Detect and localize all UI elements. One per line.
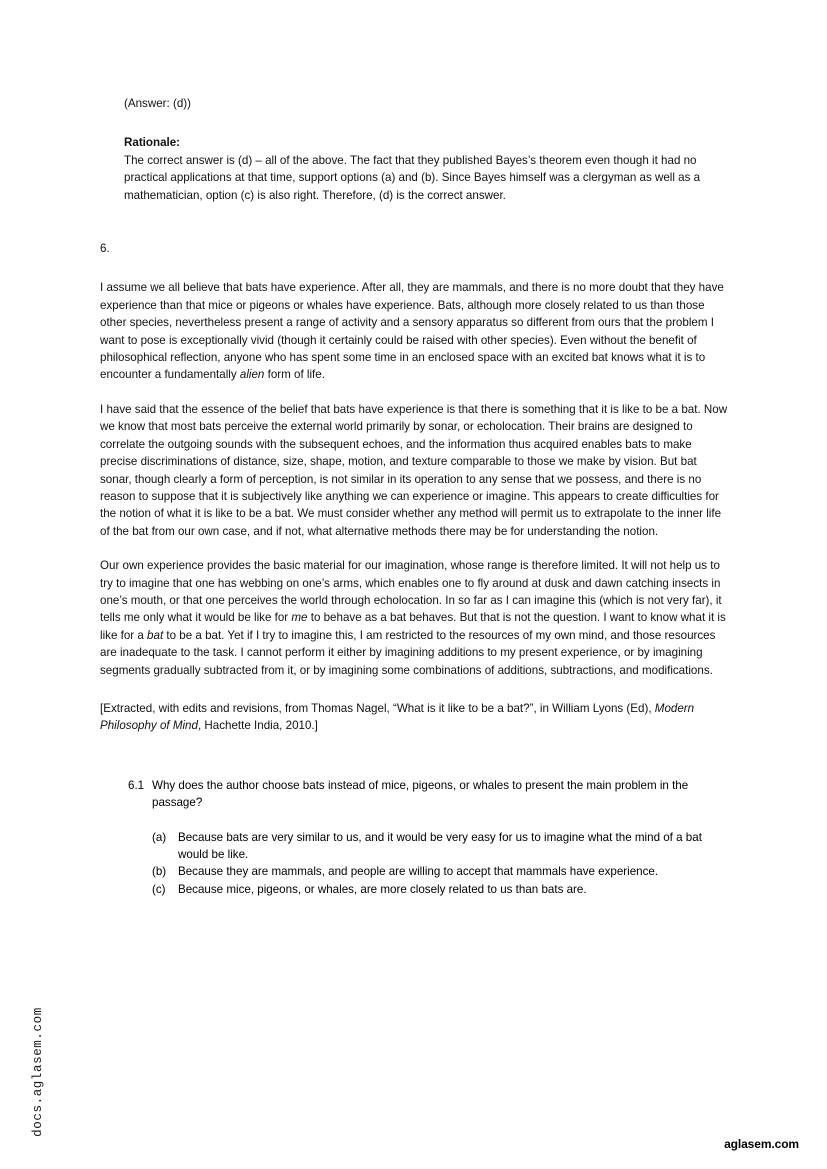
option-label-a: (a) (152, 830, 167, 844)
citation-text-a: [Extracted, with edits and revisions, from Thomas Nagel, “What is it like to be a bat?”, in William Lyons (Ed), (100, 701, 655, 715)
option-text-a: Because bats are very similar to us, and it would be very easy for us to imagine what the mind of a bat would be like. (178, 830, 702, 861)
passage-p1-text-b: form of life. (264, 368, 325, 382)
passage-p3-italic-me: me (291, 611, 308, 625)
question-options (152, 829, 728, 899)
citation-book-title: Modern Philosophy of Mind (100, 701, 695, 733)
passage-paragraph-1 (100, 279, 728, 383)
passage-paragraph-2: I have said that the essence of the belief that bats have experience is that there is something that it is like to be a bat. Now we know that most bats perceive the external world primarily by sonar, or echolocation. Their brains are designed to correlate the outgoing sounds with the subsequent echoes, and the information thus acquired enables bats to make precise discriminations of distance, size, shape, motion, and texture comparable to those we make by vision. But bat sonar, though clearly a form of perception, is not similar in its operation to any sense that we possess, and there is no reason to suppose that it is subjectively like anything we can experience or imagine. This appears to create difficulties for the notion of what it is like to be a bat. We must consider whether any method will permit us to extrapolate to the inner life of the bat from our own case, and if not, what alternative methods there may be for understanding the notion. (100, 402, 728, 538)
passage-p3-text-b: to behave as a bat behaves. But that is not the question. I want to know what it is like for a (100, 611, 726, 642)
question-row (128, 777, 728, 812)
passage-p3-text-a: Our own experience provides the basic material for our imagination, whose range is therefore limited. It will not help us to try to imagine that one has webbing on one’s arms, which enables one to fly around at dusk and dawn catching insects in one’s mouth, or that one perceives the world through echolocation. In so far as I can imagine this (which is not very far), it tells me only what it would be like for (100, 559, 722, 625)
question-number: 6. (100, 242, 110, 256)
footer-brand: aglasem.com (724, 1137, 799, 1151)
option-label-b: (b) (152, 865, 167, 879)
option-item-c[interactable] (152, 881, 728, 898)
question-label: 6.1 (128, 778, 145, 792)
passage-p1-text-a: I assume we all believe that bats have experience. After all, they are mammals, and there is no more doubt that they have experience than that mice or pigeons or whales have experience. Bats, although more closely related to us than those other species, nevertheless present a range of activity and a sensory apparatus so different from ours that the problem I want to pose is exceptionally vivid (though it certainly could be raised with other species). Even without the benefit of philosophical reflection, anyone who has spent some time in an enclosed space with an excited bat knows what it is to encounter a fundamentally (100, 281, 724, 382)
rationale-heading: Rationale: (124, 136, 181, 150)
passage-p3-text-c: to be a bat. Yet if I try to imagine this, I am restricted to the resources of my own mind, and those resources are inadequate to the task. I cannot perform it either by imagining additions to my present experience, or by imagining segments gradually subtracted from it, or by imagining some combinations of additions, subtractions, and modifications. (100, 628, 716, 677)
option-item-a[interactable] (152, 829, 728, 864)
answer-line: (Answer: (d)) (124, 97, 191, 110)
side-watermark-text: docs.aglasem.com (31, 1007, 45, 1137)
source-citation (100, 700, 728, 735)
passage-p1-italic: alien (239, 368, 265, 382)
option-item-b[interactable] (152, 863, 728, 880)
passage-paragraph-3 (100, 557, 728, 679)
option-text-b: Because they are mammals, and people are willing to accept that mammals have experience. (178, 865, 659, 879)
option-label-c: (c) (152, 882, 166, 896)
option-text-c: Because mice, pigeons, or whales, are more closely related to us than bats are. (178, 882, 587, 896)
side-watermark (0, 0, 45, 1169)
document-content (100, 95, 728, 898)
question-6-1 (128, 777, 728, 898)
question-text: Why does the author choose bats instead of mice, pigeons, or whales to present the main problem in the passage? (152, 778, 689, 810)
answer-rationale-block (124, 95, 728, 204)
citation-text-b: , Hachette India, 2010.] (197, 719, 318, 733)
passage-p3-italic-bat: bat (147, 628, 164, 642)
rationale-body: The correct answer is (d) – all of the above. The fact that they published Bayes’s theorem even though it had no practical applications at that time, support options (a) and (b). Since Bayes himself was a clergyman as well as a mathematician, option (c) is also right. Therefore, (d) is the correct answer. (124, 153, 701, 202)
